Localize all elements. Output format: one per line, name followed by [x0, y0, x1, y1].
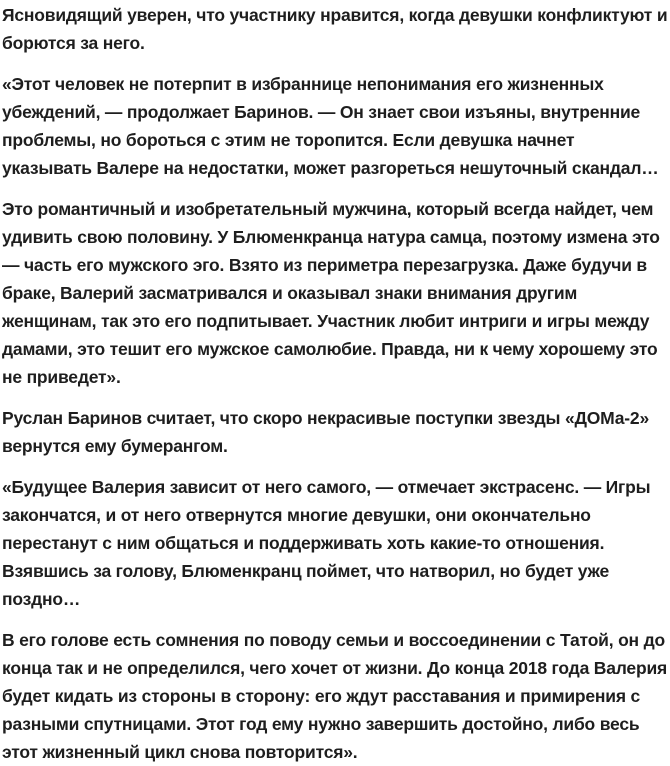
- paragraph-intro: Ясновидящий уверен, что участнику нравится, когда девушки конфликтуют и борются за него.: [2, 5, 668, 53]
- paragraph-quote-3: «Будущее Валерия зависит от него самого, — отмечает экстрасенс. — Игры закончатся, и от него отвернутся многие девушки, они окончательно перестанут с ним общаться и поддерживать хоть какие-то отношения. Взявшись за голову, Блюменкранц поймет, что натворил, но будет уже поздно…: [2, 477, 651, 609]
- paragraph-quote-4: В его голове есть сомнения по поводу семьи и воссоединении с Татой, он до конца так и не определился, чего хочет от жизни. До конца 2018 года Валерия будет кидать из стороны в сторону: его ждут расставания и примирения с разными спутницами. Этот год ему нужно завершить достойно, либо весь этот жизненный цикл снова повторится».: [2, 630, 668, 762]
- paragraph-quote-2: Это романтичный и изобретательный мужчина, который всегда найдет, чем удивить свою половину. У Блюменкранца натура самца, поэтому измена это — часть его мужского эго. Взято из периметра перезагрузка. Даже будучи в браке, Валерий засматривался и оказывал знаки внимания другим женщинам, так это его подпитывает. Участник любит интриги и игры между дамами, это тешит его мужское самолюбие. Правда, ни к чему хорошему это не приведет».: [2, 199, 660, 387]
- paragraph-narration: Руслан Баринов считает, что скоро некрасивые поступки звезды «ДОМа-2» вернутся ему бумерангом.: [2, 408, 649, 456]
- paragraph-quote-1: «Этот человек не потерпит в избраннице непонимания его жизненных убеждений, — продолжает Баринов. — Он знает свои изъяны, внутренние проблемы, но бороться с этим не торопится. Если девушка начнет указывать Валере на недостатки, может разгореться нешуточный скандал…: [2, 74, 659, 178]
